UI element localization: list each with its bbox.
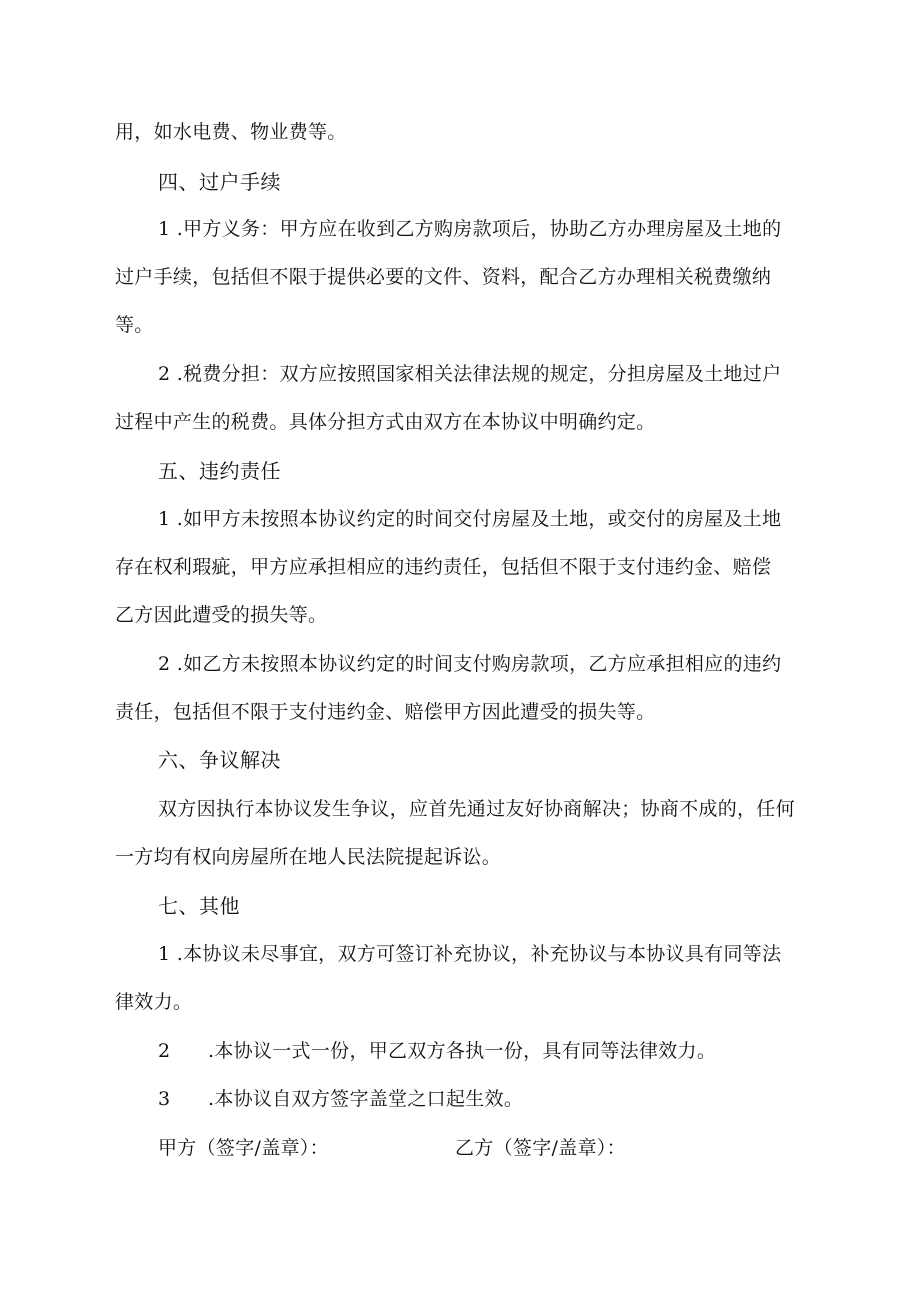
paragraph-line: 律效力。: [115, 991, 193, 1013]
signature-party-b: 乙方（签字/盖章）：: [455, 1137, 626, 1159]
section-heading-4: 四、过户手续: [158, 170, 281, 194]
paragraph-line: 过户手续，包括但不限于提供必要的文件、资料，配合乙方办理相关税费缴纳: [115, 266, 772, 288]
paragraph-line: 过程中产生的税费。具体分担方式由双方在本协议中明确约定。: [115, 411, 656, 433]
paragraph-line: 1 .甲方义务：甲方应在收到乙方购房款项后，协助乙方办理房屋及土地的: [158, 218, 782, 240]
paragraph-line: 一方均有权向房屋所在地人民法院提起诉讼。: [115, 846, 502, 868]
section-heading-7: 七、其他: [158, 894, 240, 918]
paragraph-line: 等。: [115, 314, 154, 336]
item-text: .本协议一式一份，甲乙双方各执一份，具有同等法律效力。: [208, 1040, 717, 1062]
paragraph-line: 1 .本协议未尽事宜，双方可签订补充协议，补充协议与本协议具有同等法: [158, 943, 782, 965]
paragraph-line: [158, 1087, 523, 1111]
item-number: 3: [158, 1088, 171, 1110]
section-heading-6: 六、争议解决: [158, 748, 281, 772]
paragraph-line: [158, 1039, 716, 1063]
item-text: .本协议自双方签字盖堂之口起生效。: [208, 1088, 524, 1110]
paragraph-line: 双方因执行本协议发生争议，应首先通过友好协商解决；协商不成的，任何: [158, 798, 795, 820]
signature-party-a: 甲方（签字/盖章）：: [158, 1137, 329, 1159]
paragraph-line: 2 .如乙方未按照本协议约定的时间支付购房款项，乙方应承担相应的违约: [158, 653, 782, 675]
paragraph-line: 1 .如甲方未按照本协议约定的时间交付房屋及土地，或交付的房屋及土地: [158, 508, 782, 530]
section-heading-5: 五、违约责任: [158, 459, 281, 483]
item-number: 2: [158, 1040, 171, 1062]
paragraph-line: 存在权利瑕疵，甲方应承担相应的违约责任，包括但不限于支付违约金、赔偿: [115, 556, 772, 578]
paragraph-line: 乙方因此遭受的损失等。: [115, 604, 328, 626]
paragraph-line: 责任，包括但不限于支付违约金、赔偿甲方因此遭受的损失等。: [115, 701, 656, 723]
paragraph-line: 用，如水电费、物业费等。: [115, 121, 347, 143]
paragraph-line: 2 .税费分担：双方应按照国家相关法律法规的规定，分担房屋及土地过户: [158, 363, 782, 385]
